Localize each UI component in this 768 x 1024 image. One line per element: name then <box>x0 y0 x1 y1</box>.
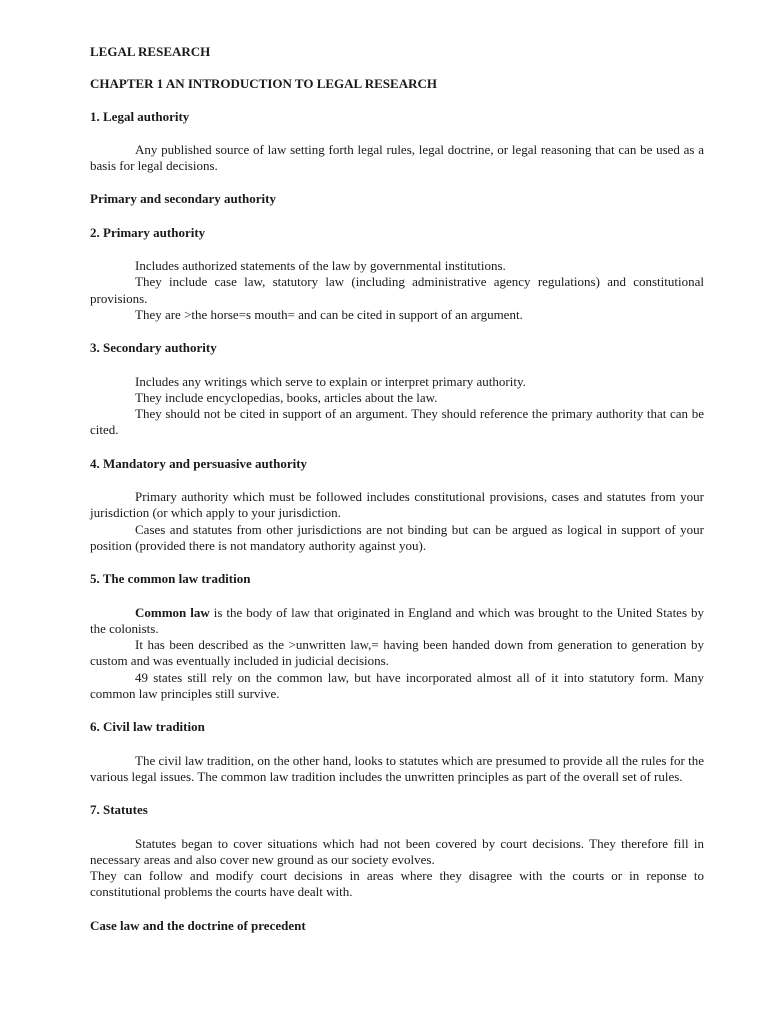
chapter-title: CHAPTER 1 AN INTRODUCTION TO LEGAL RESEARCH <box>90 76 437 92</box>
section-heading-secondary-authority: 3. Secondary authority <box>90 340 217 356</box>
section-paragraph: It has been described as the >unwritten law,= having been handed down from generation to generation by custom and was eventually included in judicial decisions. <box>90 637 704 669</box>
section-paragraph: Cases and statutes from other jurisdictions are not binding but can be argued as logical in support of your position (provided there is not mandatory authority against you). <box>90 521 704 553</box>
section-paragraph: They should not be cited in support of an argument. They should reference the primary authority that can be cited. <box>90 406 704 438</box>
document-page <box>90 44 704 934</box>
document-title: LEGAL RESEARCH <box>90 44 211 59</box>
section-heading-primary-secondary: Primary and secondary authority <box>90 191 276 207</box>
section-heading-legal-authority: 1. Legal authority <box>90 108 190 124</box>
section-heading-statutes: 7. Statutes <box>90 802 148 818</box>
section-heading-primary-authority: 2. Primary authority <box>90 224 206 240</box>
paragraph-text: is the body of law that originated in England and which was brought to the United States by the colonists. <box>90 604 704 636</box>
section-paragraph: 49 states still rely on the common law, but have incorporated almost all of it into statutory form. Many common law principles still survive. <box>90 669 704 702</box>
section-paragraph: Any published source of law setting forth legal rules, legal doctrine, or legal reasoning that can be used as a basis for legal decisions. <box>90 141 704 174</box>
section-paragraph: They can follow and modify court decisions in areas where they disagree with the courts or in reponse to constitutional problems the courts have dealt with. <box>90 868 704 900</box>
section-heading-case-law: Case law and the doctrine of precedent <box>90 917 306 933</box>
section-paragraph: Includes authorized statements of the law by governmental institutions. <box>135 258 506 274</box>
section-paragraph: They are >the horse=s mouth= and can be cited in support of an argument. <box>135 306 523 322</box>
section-paragraph: The civil law tradition, on the other hand, looks to statutes which are presumed to provide all the rules for the various legal issues. The common law tradition includes the unwritten principles as part of the overall set of rules. <box>90 752 704 784</box>
section-heading-mandatory-persuasive: 4. Mandatory and persuasive authority <box>90 455 308 471</box>
section-paragraph: They include case law, statutory law (including administrative agency regulations) and constitutional provisions. <box>90 274 704 306</box>
term-common-law: Common law <box>135 604 210 620</box>
section-paragraph <box>90 605 704 638</box>
section-paragraph: They include encyclopedias, books, articles about the law. <box>135 389 438 405</box>
section-heading-civil-law: 6. Civil law tradition <box>90 719 205 735</box>
section-heading-common-law: 5. The common law tradition <box>90 571 251 587</box>
section-paragraph: Primary authority which must be followed includes constitutional provisions, cases and statutes from your jurisdiction (or which apply to your jurisdiction. <box>90 489 704 521</box>
section-paragraph: Statutes began to cover situations which had not been covered by court decisions. They therefore fill in necessary areas and also cover new ground as our society evolves. <box>90 835 704 867</box>
section-paragraph: Includes any writings which serve to explain or interpret primary authority. <box>135 373 526 389</box>
